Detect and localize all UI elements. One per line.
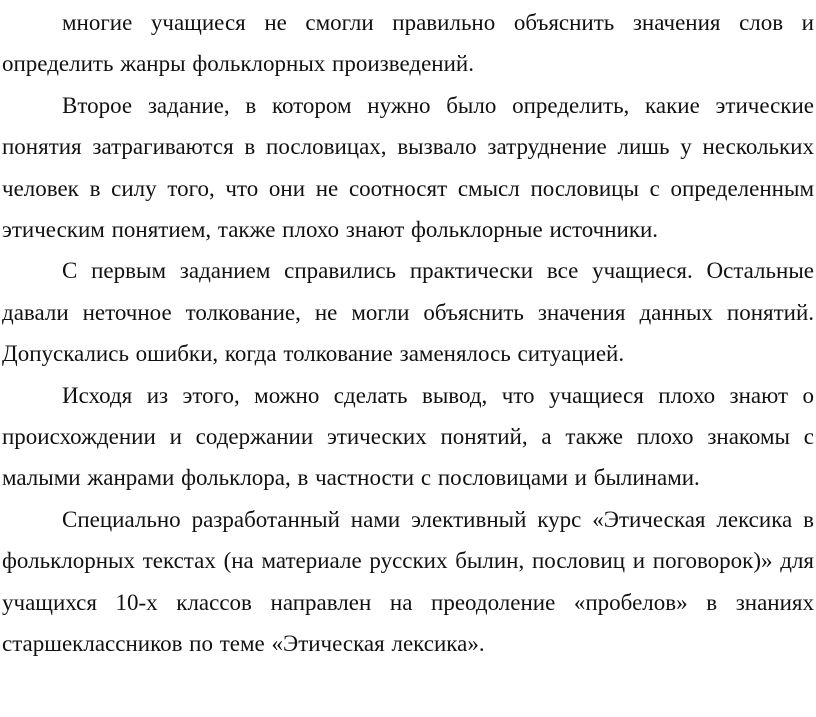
paragraph-conclusion: Исходя из этого, можно сделать вывод, что учащиеся плохо знают о происхождении и содержании этических понятий, а также плохо знакомы с малыми жанрами фольклора, в частности с пословицами и былинами.: [2, 382, 814, 491]
paragraph-second-task: Второе задание, в котором нужно было определить, какие этические понятия затрагиваются в пословицах, вызвало затруднение лишь у нескольких человек в силу того, что они не соотносят смысл пословицы с определенным этическим понятием, также плохо знают фольклорные источники.: [2, 92, 814, 243]
paragraph-first-task: С первым заданием справились практически все учащиеся. Остальные давали неточное толкование, не могли объяснить значения данных понятий. Допускались ошибки, когда толкование заменялось ситуацией.: [2, 258, 814, 367]
paragraph-continuation: многие учащиеся не смогли правильно объяснить значения слов и определить жанры фольклорных произведений.: [2, 10, 814, 77]
paragraph-elective-course: Специально разработанный нами элективный курс «Этическая лексика в фольклорных текстах (на материале русских былин, пословиц и поговорок)» для учащихся 10-х классов направлен на преодоление «пробелов» в знаниях старшеклассников по теме «Этическая лексика».: [2, 506, 814, 657]
